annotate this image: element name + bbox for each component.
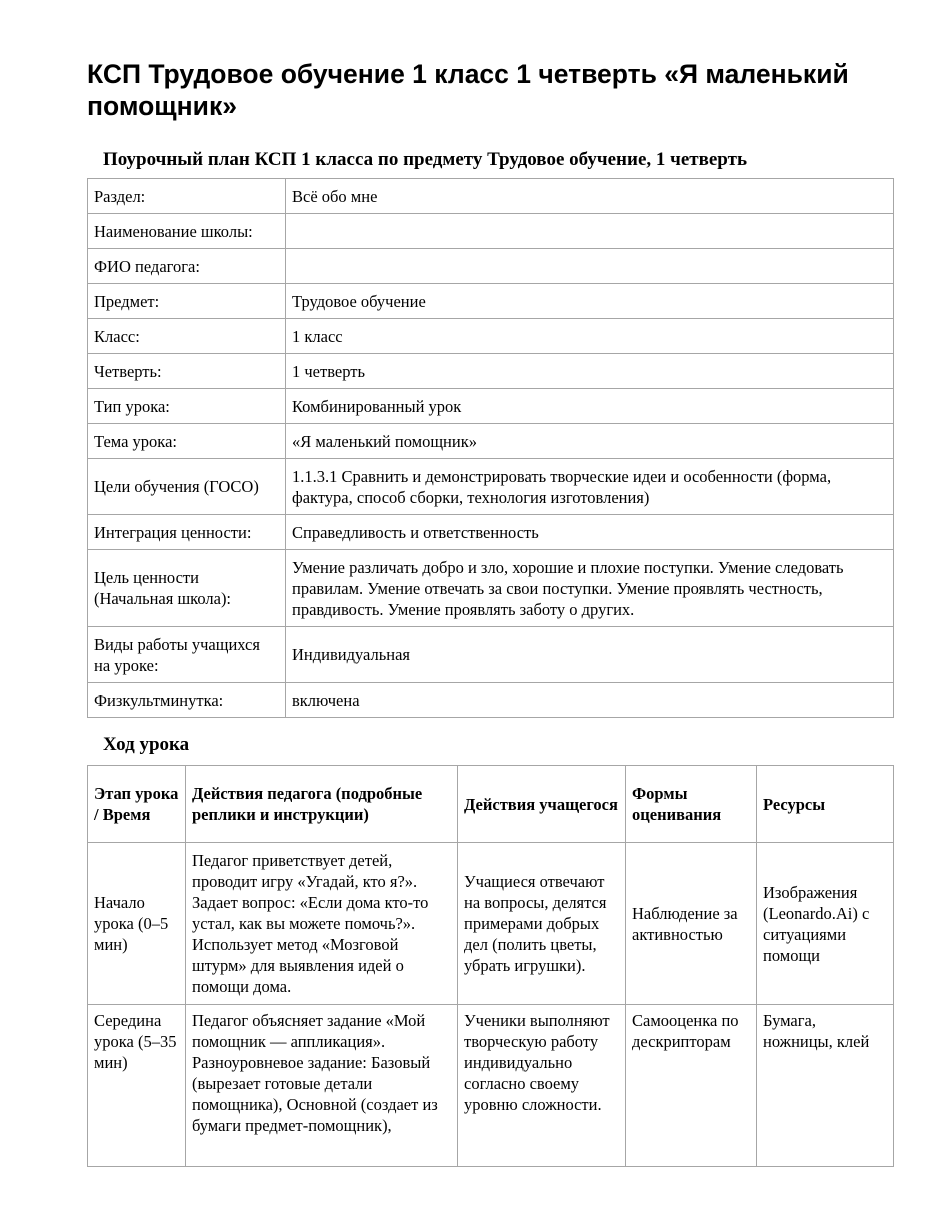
table-row: [88, 459, 894, 515]
info-label: Раздел:: [88, 179, 286, 214]
table-row: [88, 515, 894, 550]
info-value: включена: [286, 683, 894, 718]
info-label: Класс:: [88, 319, 286, 354]
lesson-progress-table: [87, 765, 894, 1167]
table-cell: Педагог приветствует детей, проводит игру «Угадай, кто я?». Задает вопрос: «Если дома кто-то устал, как вы можете помочь?». Использует метод «Мозговой штурм» для выявления идей о помощи дома.: [186, 843, 458, 1005]
info-value: Трудовое обучение: [286, 284, 894, 319]
table-row: [88, 249, 894, 284]
table-cell: Бумага, ножницы, клей: [757, 1005, 894, 1167]
column-header: Действия педагога (подробные реплики и инструкции): [186, 766, 458, 843]
lesson-info-table: [87, 178, 894, 718]
plan-heading: Поурочный план КСП 1 класса по предмету Трудовое обучение, 1 четверть: [103, 149, 747, 170]
info-value: 1 четверть: [286, 354, 894, 389]
table-cell: Самооценка по дескрипторам: [626, 1005, 757, 1167]
table-row: [88, 179, 894, 214]
table-row: [88, 214, 894, 249]
table-cell: Начало урока (0–5 мин): [88, 843, 186, 1005]
info-value: 1 класс: [286, 319, 894, 354]
table-cell: Изображения (Leonardo.Ai) с ситуациями помощи: [757, 843, 894, 1005]
table-row: [88, 683, 894, 718]
column-header: Действия учащегося: [458, 766, 626, 843]
table-row: [88, 843, 894, 1005]
column-header: Ресурсы: [757, 766, 894, 843]
table-cell: Учащиеся отвечают на вопросы, делятся примерами добрых дел (полить цветы, убрать игрушки).: [458, 843, 626, 1005]
info-label: Цель ценности (Начальная школа):: [88, 550, 286, 627]
info-label: Физкультминутка:: [88, 683, 286, 718]
progress-heading: Ход урока: [103, 734, 190, 755]
info-label: ФИО педагога:: [88, 249, 286, 284]
info-value: [286, 249, 894, 284]
document-title: КСП Трудовое обучение 1 класс 1 четверть «Я маленький помощник»: [87, 59, 849, 121]
info-value: Всё обо мне: [286, 179, 894, 214]
table-row: [88, 389, 894, 424]
info-label: Виды работы учащихся на уроке:: [88, 627, 286, 683]
table-header-row: [88, 766, 894, 843]
table-row: [88, 284, 894, 319]
table-cell: Середина урока (5–35 мин): [88, 1005, 186, 1167]
column-header: Формы оценивания: [626, 766, 757, 843]
table-row: [88, 550, 894, 627]
table-row: [88, 354, 894, 389]
table-cell: Педагог объясняет задание «Мой помощник — аппликация». Разноуровневое задание: Базовый (вырезает готовые детали помощника), Основной (создает из бумаги предмет-помощник),: [186, 1005, 458, 1167]
info-value: [286, 214, 894, 249]
info-label: Тема урока:: [88, 424, 286, 459]
info-value: 1.1.3.1 Сравнить и демонстрировать творческие идеи и особенности (форма, фактура, способ сборки, технология изготовления): [286, 459, 894, 515]
table-cell: Наблюдение за активностью: [626, 843, 757, 1005]
document-page: [87, 0, 893, 1167]
info-label: Тип урока:: [88, 389, 286, 424]
info-label: Наименование школы:: [88, 214, 286, 249]
info-value: Справедливость и ответственность: [286, 515, 894, 550]
table-row: [88, 1005, 894, 1167]
info-label: Интеграция ценности:: [88, 515, 286, 550]
column-header: Этап урока / Время: [88, 766, 186, 843]
info-label: Предмет:: [88, 284, 286, 319]
info-label: Цели обучения (ГОСО): [88, 459, 286, 515]
table-row: [88, 319, 894, 354]
info-value: Комбинированный урок: [286, 389, 894, 424]
info-value: Умение различать добро и зло, хорошие и плохие поступки. Умение следовать правилам. Умение отвечать за свои поступки. Умение проявлять честность, правдивость. Умение проявлять заботу о других.: [286, 550, 894, 627]
table-cell: Ученики выполняют творческую работу индивидуально согласно своему уровню сложности.: [458, 1005, 626, 1167]
info-value: Индивидуальная: [286, 627, 894, 683]
table-row: [88, 424, 894, 459]
table-row: [88, 627, 894, 683]
info-value: «Я маленький помощник»: [286, 424, 894, 459]
info-label: Четверть:: [88, 354, 286, 389]
